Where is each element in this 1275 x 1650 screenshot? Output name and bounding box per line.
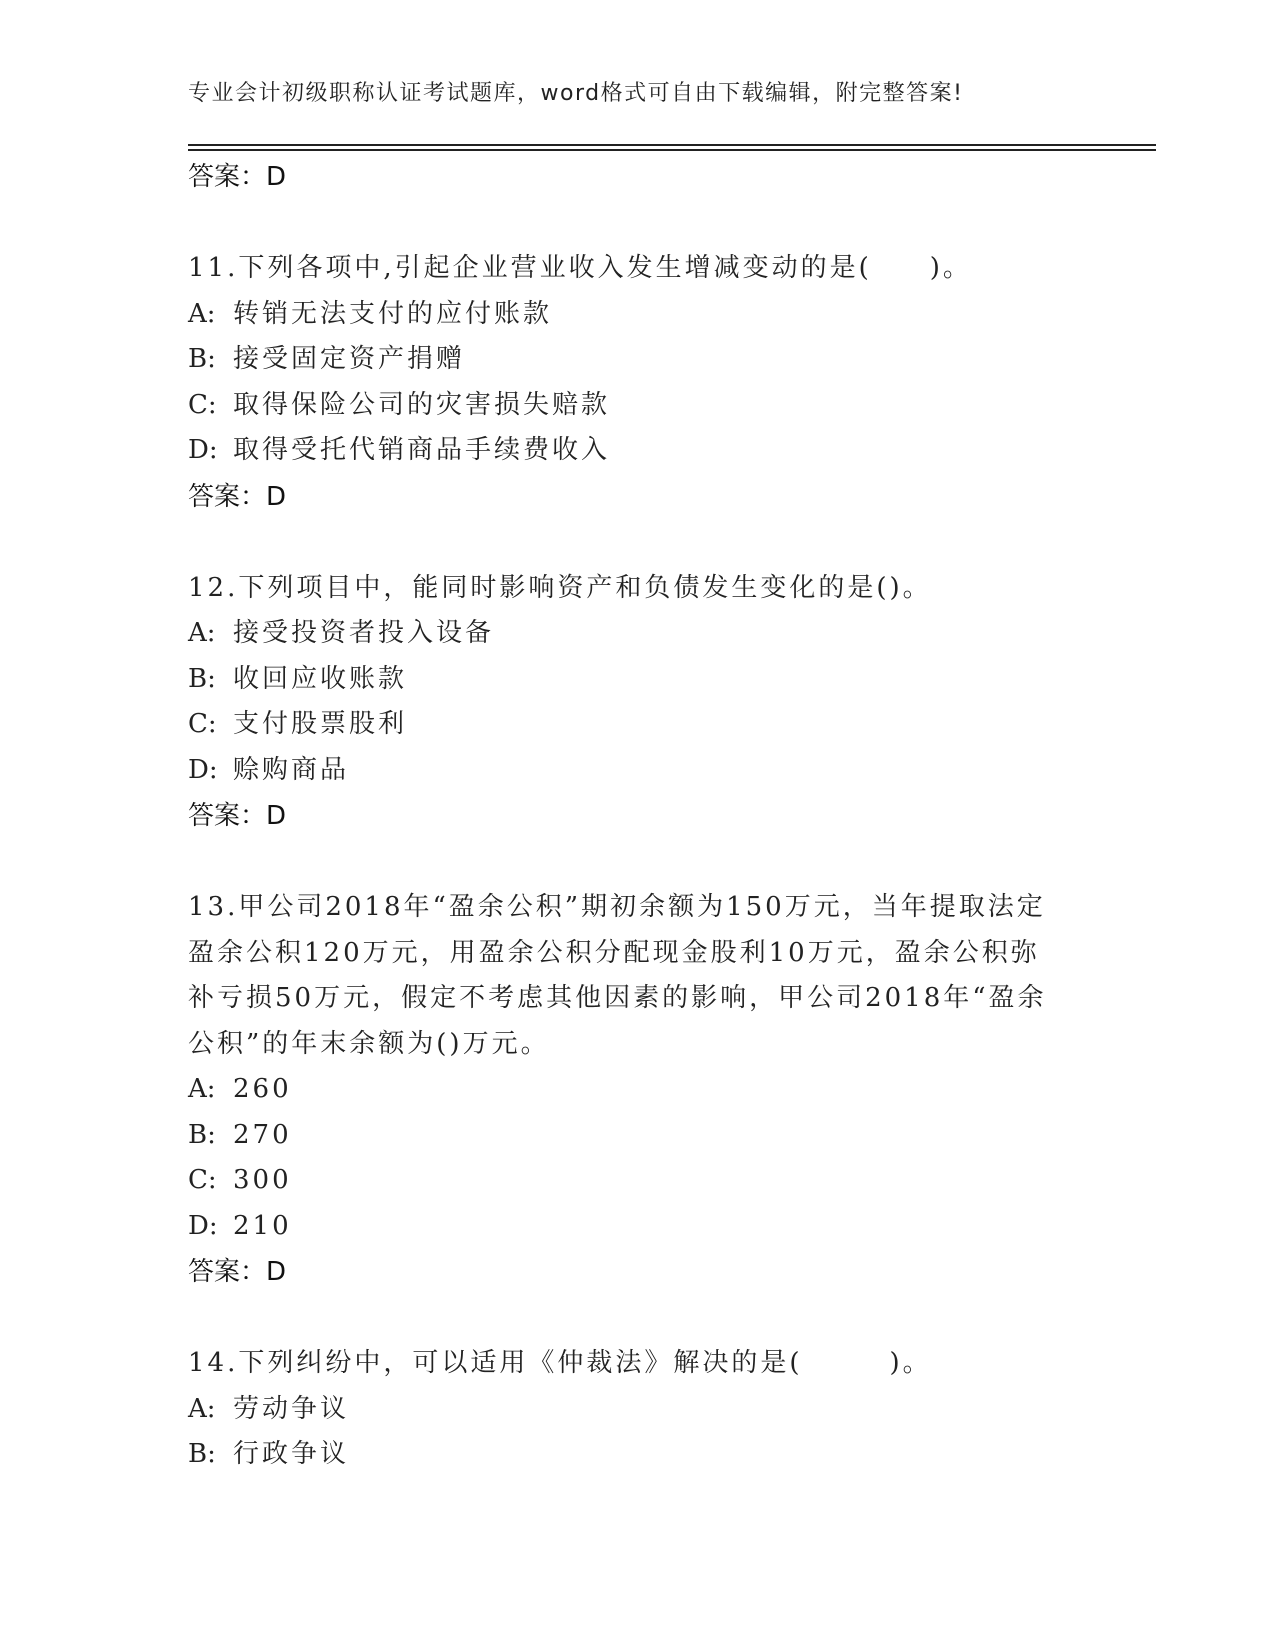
question-text: 14.下列纠纷中，可以适用《仲裁法》解决的是( )。 xyxy=(188,1348,932,1378)
option-d[interactable] xyxy=(188,1204,1068,1250)
option-d[interactable] xyxy=(188,748,1068,794)
answer-line: 答案：D xyxy=(188,481,287,512)
option-a[interactable] xyxy=(188,292,1068,338)
question-block-14 xyxy=(188,1341,1068,1478)
previous-answer: 答案：D xyxy=(188,162,287,192)
option-c[interactable] xyxy=(188,1158,1068,1204)
option-label: B: xyxy=(188,663,216,694)
option-text: 劳动争议 xyxy=(233,1393,350,1424)
option-text: 取得保险公司的灾害损失赔款 xyxy=(233,389,611,420)
option-text: 270 xyxy=(233,1119,292,1150)
header-rule-top xyxy=(188,144,1156,146)
option-a[interactable] xyxy=(188,1387,1068,1433)
option-label: D: xyxy=(188,435,218,465)
option-text: 支付股票股利 xyxy=(233,709,408,739)
option-label: C: xyxy=(188,389,217,420)
answer-line: 答案：D xyxy=(188,1257,287,1287)
question-list xyxy=(188,154,1068,1478)
option-b[interactable] xyxy=(188,657,1068,703)
option-c[interactable] xyxy=(188,702,1068,748)
option-label: B: xyxy=(188,344,216,374)
option-text: 接受投资者投入设备 xyxy=(233,618,495,648)
question-text: 13.甲公司2018年“盈余公积”期初余额为150万元，当年提取法定盈余公积120万元，用盈余公积分配现金股利10万元，盈余公积弥补亏损50万元，假定不考虑其他因素的影响，甲公司2018年“盈余公积”的年末余额为()万元。 xyxy=(188,892,1047,1059)
question-block-12 xyxy=(188,566,1068,840)
option-label: D: xyxy=(188,754,218,785)
option-text: 260 xyxy=(233,1074,292,1104)
option-text: 210 xyxy=(233,1210,292,1241)
option-text: 300 xyxy=(233,1165,292,1195)
option-c[interactable] xyxy=(188,383,1068,429)
option-d[interactable] xyxy=(188,428,1068,474)
option-label: C: xyxy=(188,709,217,739)
option-text: 收回应收账款 xyxy=(233,663,408,694)
question-block-11 xyxy=(188,246,1068,520)
option-a[interactable] xyxy=(188,611,1068,657)
option-b[interactable] xyxy=(188,337,1068,383)
question-text: 11.下列各项中,引起企业营业收入发生增减变动的是( )。 xyxy=(188,253,972,283)
option-b[interactable] xyxy=(188,1432,1068,1478)
option-label: B: xyxy=(188,1119,216,1150)
header-rule-bottom xyxy=(188,149,1156,151)
option-label: A: xyxy=(188,298,216,329)
option-text: 接受固定资产捐赠 xyxy=(233,344,466,374)
option-text: 转销无法支付的应付账款 xyxy=(233,298,553,329)
option-text: 取得受托代销商品手续费收入 xyxy=(233,435,611,465)
option-a[interactable] xyxy=(188,1067,1068,1113)
question-text: 12.下列项目中，能同时影响资产和负债发生变化的是()。 xyxy=(188,572,932,603)
option-text: 行政争议 xyxy=(233,1439,350,1469)
question-block-13 xyxy=(188,885,1068,1295)
page-header: 专业会计初级职称认证考试题库，word格式可自由下载编辑，附完整答案! xyxy=(188,81,964,106)
option-label: C: xyxy=(188,1165,217,1195)
option-label: B: xyxy=(188,1439,216,1469)
option-label: A: xyxy=(188,1393,216,1424)
option-label: D: xyxy=(188,1210,218,1241)
answer-line: 答案：D xyxy=(188,801,287,831)
option-text: 赊购商品 xyxy=(233,754,350,785)
option-label: A: xyxy=(188,618,216,648)
option-b[interactable] xyxy=(188,1113,1068,1159)
option-label: A: xyxy=(188,1074,216,1104)
